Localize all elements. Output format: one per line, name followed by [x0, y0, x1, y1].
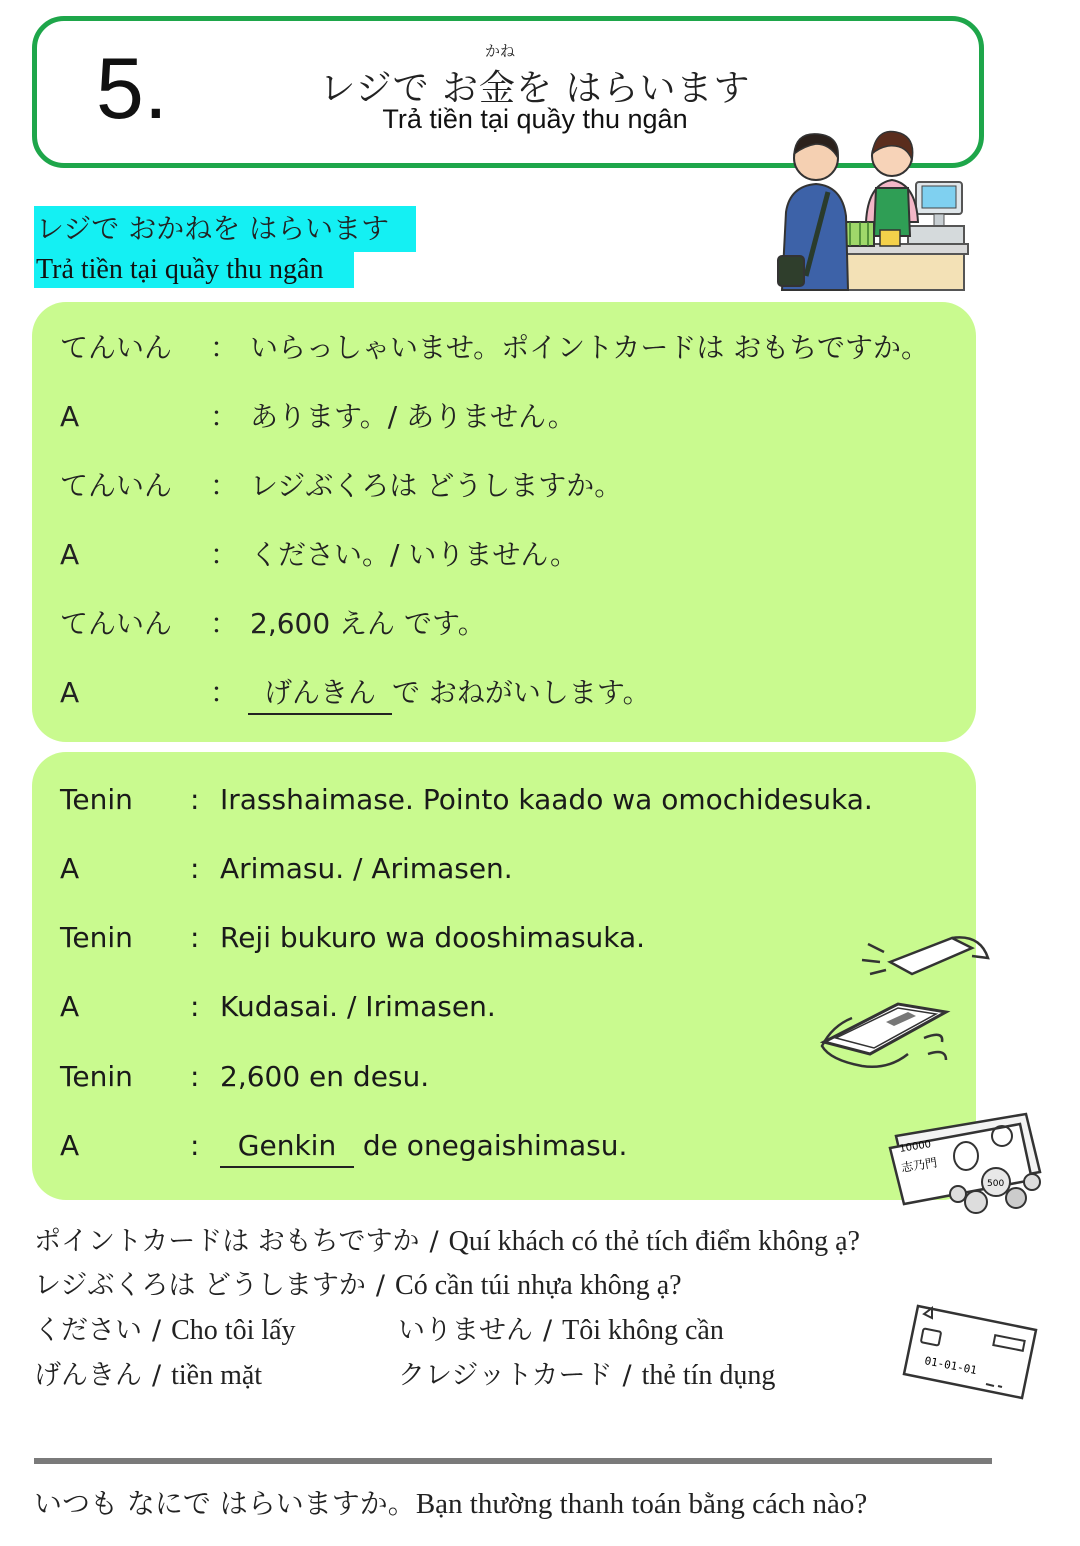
answer-blank: Genkin — [220, 1126, 354, 1168]
lesson-number: 5. — [96, 41, 168, 137]
title-japanese: レジで お金を はらいます — [319, 68, 751, 109]
speaker: A — [60, 676, 80, 709]
line-text: Reji bukuro wa dooshimasuka. — [220, 921, 646, 954]
vocab-japanese: いりません — [398, 1315, 533, 1346]
vocab-vietnamese: Cho tôi lấy — [171, 1315, 296, 1346]
vocab-vietnamese: Tôi không cần — [562, 1315, 724, 1346]
colon: ： — [210, 607, 239, 640]
payment-methods-illustration — [812, 930, 1002, 1100]
colon: ： — [210, 400, 239, 433]
vocab-japanese: クレジットカード — [398, 1360, 613, 1391]
speaker: A — [60, 1129, 80, 1162]
colon: : — [190, 1060, 200, 1093]
speaker: A — [60, 852, 80, 885]
banknote-name: 志乃門 — [900, 1155, 939, 1175]
colon: ： — [210, 469, 239, 502]
title-furigana: かね — [484, 42, 515, 60]
line-text: Irasshaimase. Pointo kaado wa omochidesuka. — [220, 783, 873, 816]
credit-card-illustration — [902, 1300, 1040, 1404]
vocab-vietnamese: thẻ tín dụng — [641, 1360, 776, 1391]
speaker: てんいん — [60, 469, 173, 502]
line-text: 2,600 en desu. — [220, 1060, 430, 1093]
vocab-vietnamese: tiền mặt — [171, 1360, 263, 1391]
vocab-japanese: ポイントカードは おもちですか — [34, 1226, 420, 1257]
line-text: Kudasai. / Irimasen. — [220, 990, 496, 1023]
speaker: Tenin — [60, 921, 133, 954]
vocab-japanese: ください — [34, 1315, 142, 1346]
speaker: てんいん — [60, 331, 173, 364]
vocab-japanese: レジぶくろは どうしますか — [34, 1270, 366, 1301]
question-vietnamese: Bạn thường thanh toán bằng cách nào? — [415, 1488, 868, 1520]
discussion-question — [34, 1484, 867, 1524]
colon: : — [190, 921, 200, 954]
line-text: レジぶくろは どうしますか。 — [250, 469, 623, 502]
coin-value: 500 — [987, 1179, 1005, 1189]
colon: : — [190, 852, 200, 885]
title-vietnamese: Trả tiền tại quầy thu ngân — [382, 104, 688, 134]
vocab-item — [398, 1311, 724, 1351]
line-text: de onegaishimasu. — [362, 1129, 628, 1162]
line-text: いらっしゃいませ。ポイントカードは おもちですか。 — [250, 331, 929, 364]
vocab-separator: / — [622, 1360, 632, 1391]
colon: ： — [210, 676, 239, 709]
vocab-item — [34, 1356, 262, 1396]
colon: ： — [210, 331, 239, 364]
line-text: Arimasu. / Arimasen. — [220, 852, 513, 885]
speaker: Tenin — [60, 1060, 133, 1093]
vocab-separator: / — [152, 1360, 162, 1391]
answer-blank: げんきん — [248, 673, 392, 715]
vocab-separator: / — [543, 1315, 553, 1346]
line-text: で おねがいします。 — [392, 676, 651, 709]
colon: ： — [210, 538, 239, 571]
vocab-separator: / — [152, 1315, 162, 1346]
vocab-separator: / — [375, 1270, 386, 1301]
line-text: ください。/ いりません。 — [250, 538, 579, 571]
cash-illustration — [886, 1110, 1050, 1220]
colon: : — [190, 1129, 200, 1162]
question-japanese: いつも なにで はらいますか。 — [34, 1487, 416, 1520]
speaker: てんいん — [60, 607, 173, 640]
vocab-item — [34, 1222, 860, 1262]
colon: : — [190, 783, 200, 816]
speaker: A — [60, 538, 80, 571]
speaker: A — [60, 400, 80, 433]
vocab-japanese: げんきん — [34, 1360, 142, 1391]
vocab-item — [398, 1356, 775, 1396]
line-text: 2,600 えん です。 — [250, 607, 486, 640]
speaker: A — [60, 990, 80, 1023]
vocab-separator: / — [429, 1226, 439, 1257]
banknote-value: 10000 — [898, 1139, 932, 1155]
line-text: あります。/ ありません。 — [250, 400, 576, 433]
vocab-item — [34, 1311, 296, 1351]
dialogue-japanese-panel — [32, 302, 976, 742]
colon: : — [190, 990, 200, 1023]
subtitle-vietnamese: Trả tiền tại quầy thu ngân — [34, 252, 354, 288]
vocab-item — [34, 1266, 682, 1306]
card-number: 01-01-01 — [923, 1354, 978, 1378]
cashier-illustration — [776, 126, 972, 292]
speaker: Tenin — [60, 783, 133, 816]
vocab-vietnamese: Quí khách có thẻ tích điểm không ạ? — [448, 1226, 860, 1257]
vocab-vietnamese: Có cần túi nhựa không ạ? — [395, 1270, 682, 1301]
section-divider — [34, 1458, 992, 1464]
subtitle-japanese: レジで おかねを はらいます — [34, 206, 416, 252]
